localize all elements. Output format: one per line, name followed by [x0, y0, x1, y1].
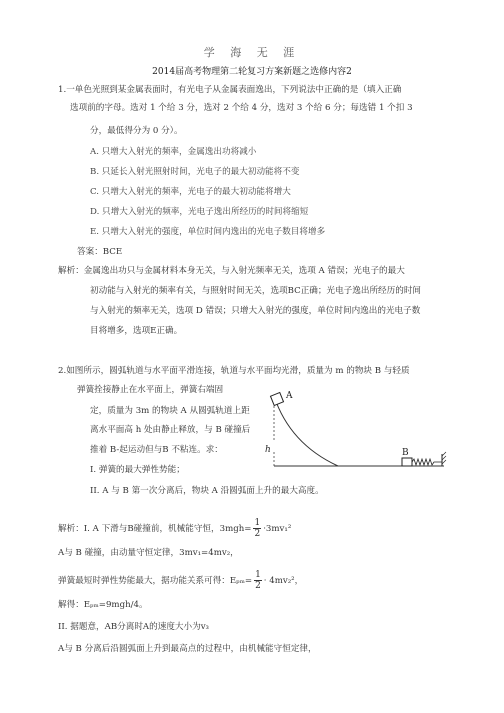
page-header: 学 海 无 涯: [203, 46, 301, 59]
sol1-suffix: ·3mv₁²: [263, 524, 292, 534]
q1-stem-line3: 分，最低得分为 0 分）。: [90, 126, 183, 136]
q1-answer: 答案：BCE: [77, 247, 123, 257]
q2-solution-line3: [58, 570, 303, 591]
q2-stem-line2: 弹簧拴接静止在水平面上，弹簧右端固: [77, 385, 224, 395]
q1-option-e: E. 只增大入射光的强度，单位时间内逸出的光电子数目将增多: [90, 227, 326, 237]
q1-explanation-line1: 解析：金属逸出功只与金属材料本身无关，与入射光频率无关，选项 A 错误；光电子的最大: [58, 266, 405, 276]
q2-solution-line6: A与 B 分离后沿圆弧面上升到最高点的过程中，由机械能守恒定律，: [58, 644, 317, 654]
label-a: A: [286, 391, 293, 401]
q2-stem-line5: 推着 B-起运动但与B 不粘连。求：: [90, 445, 223, 455]
q1-option-b: B. 只延长入射光照射时间，光电子的最大初动能将不变: [90, 167, 300, 177]
sol3-prefix: 弹簧最短时弹性势能最大，据功能关系可得：Eₚₘ=: [58, 576, 253, 586]
block-b: [402, 458, 412, 466]
sol1-prefix: 解析：I. A 下滑与B碰撞前，机械能守恒，3mgh=: [58, 524, 252, 534]
q1-option-d: D. 只增大入射光的频率，光电子逸出所经历的时间将缩短: [90, 207, 309, 217]
label-b: B: [402, 448, 409, 458]
curved-track: [274, 396, 338, 466]
wall-hatching: [442, 452, 446, 464]
q2-solution-line5: II. 据题意，AB分离时A的速度大小为v₃: [58, 622, 209, 632]
q1-explanation-line4: 目将增多，选项E正确。: [90, 326, 183, 336]
q2-stem-line4: 离水平面高 h 处由静止释放，与 B 碰撞后: [90, 425, 251, 435]
fraction-one-half-2: $\frac{1}{2}$: [255, 570, 261, 591]
block-a: [270, 392, 283, 405]
q1-option-a: A. 只增大入射光的频率，金属逸出功将减小: [90, 147, 257, 157]
q2-solution-line2: A与 B 碰撞，由动量守恒定律，3mv₁=4mv₂，: [58, 548, 239, 558]
fraction-one-half: $\frac{1}{2}$: [254, 518, 261, 539]
q1-explanation-line3: 与入射光的频率无关，选项 D 错误；只增大入射光的强度，单位时间内逸出的光电子数: [90, 306, 421, 316]
spring: [412, 459, 442, 465]
q2-solution-line1: [58, 518, 291, 539]
q1-option-c: C. 只增大入射光的频率，光电子的最大初动能将增大: [90, 187, 291, 197]
q1-stem-line1: 1.一单色光照到某金属表面时，有光电子从金属表面逸出，下列说法中正确的是（填入正确: [58, 85, 402, 95]
q1-stem-line2: 选项前的字母。选对 1 个给 3 分，选对 2 个给 4 分，选对 3 个给 6 分；每选错 1 个扣 3: [70, 103, 413, 113]
sol3-suffix: · 4mv₂²，: [263, 576, 304, 586]
q1-explanation-line2: 初动能与入射光的频率有关，与照射时间无关，选项BC正确；光电子逸出所经历的时间: [90, 286, 422, 296]
q2-part-1: I. 弹簧的最大弹性势能；: [90, 465, 185, 475]
label-h: h: [265, 445, 271, 455]
q2-stem-line3: 定，质量为 3m 的物块 A 从圆弧轨道上距: [90, 406, 250, 416]
track-diagram: [262, 382, 452, 474]
q2-stem-line1: 2.如图所示，圆弧轨道与水平面平滑连接，轨道与水平面均光滑，质量为 m 的物块 B 与轻质: [58, 366, 410, 376]
q2-solution-line4: 解得：Eₚₘ=9mgh/4。: [58, 600, 148, 610]
q2-part-2: II. A 与 B 第一次分离后，物块 A 沿圆弧面上升的最大高度。: [90, 486, 324, 496]
document-title: 2014届高考物理第二轮复习方案新题之选修内容2: [152, 67, 352, 77]
